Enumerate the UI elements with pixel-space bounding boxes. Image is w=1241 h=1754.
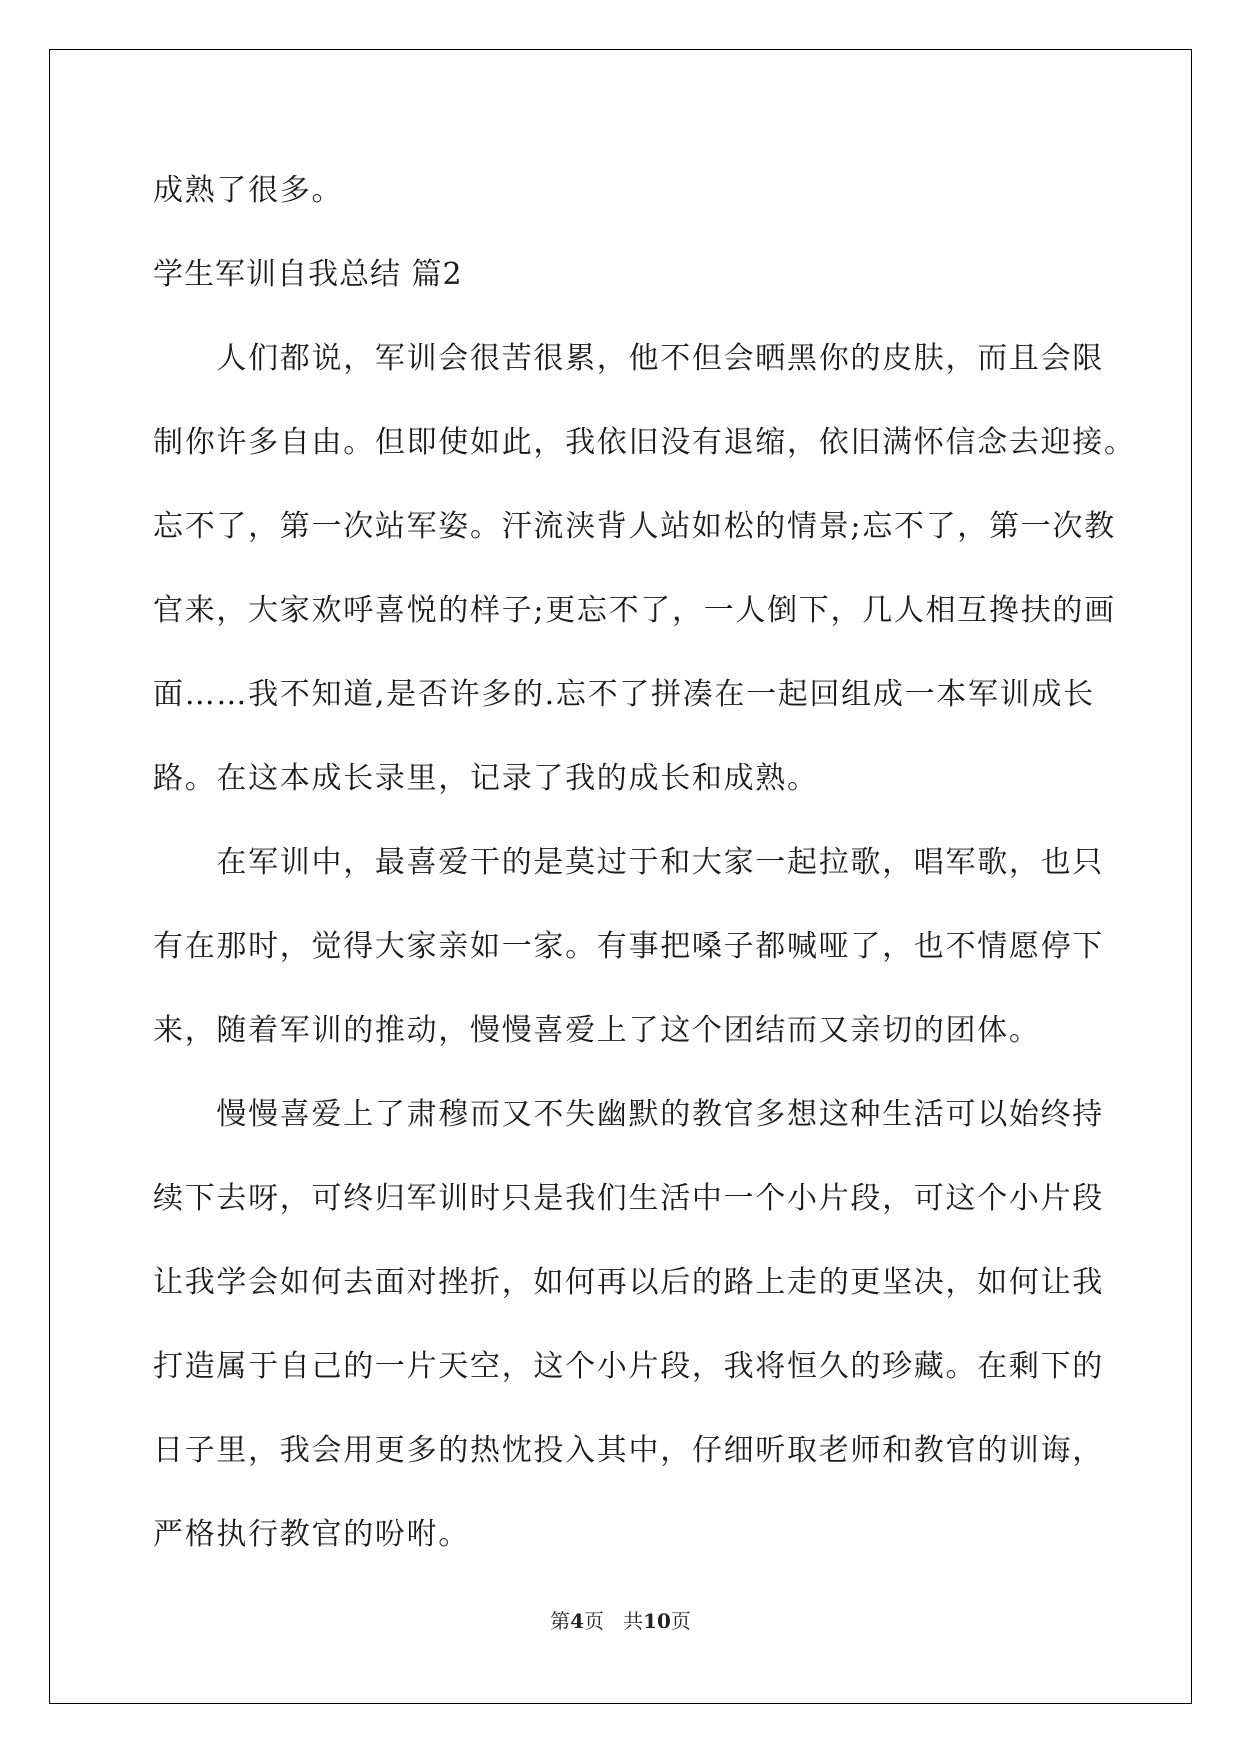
footer-total-pages: 10 bbox=[643, 1609, 671, 1633]
text-line: 来，随着军训的推动，慢慢喜爱上了这个团结而又亲切的团体。 bbox=[153, 1013, 1041, 1048]
page-footer bbox=[0, 1608, 1241, 1634]
footer-page-prefix: 第 bbox=[550, 1609, 571, 1633]
section-title: 学生军训自我总结 篇2 bbox=[153, 257, 463, 292]
text-line: 成熟了很多。 bbox=[153, 173, 344, 208]
text-line: 续下去呀，可终归军训时只是我们生活中一个小片段，可这个小片段 bbox=[153, 1181, 1104, 1216]
text-line: 路。在这本成长录里，记录了我的成长和成熟。 bbox=[153, 761, 819, 796]
text-line: 日子里，我会用更多的热忱投入其中，仔细听取老师和教官的训诲， bbox=[153, 1433, 1104, 1468]
footer-page-number: 4 bbox=[570, 1609, 584, 1633]
footer-total-suffix: 页 bbox=[670, 1609, 691, 1633]
text-line: 打造属于自己的一片天空，这个小片段，我将恒久的珍藏。在剩下的 bbox=[153, 1349, 1104, 1384]
text-line: 官来，大家欢呼喜悦的样子;更忘不了，一人倒下，几人相互搀扶的画 bbox=[153, 593, 1116, 628]
text-line: 慢慢喜爱上了肃穆而又不失幽默的教官多想这种生活可以始终持 bbox=[153, 1097, 1104, 1132]
text-line: 人们都说，军训会很苦很累，他不但会晒黑你的皮肤，而且会限 bbox=[153, 341, 1104, 376]
text-line: 忘不了，第一次站军姿。汗流浃背人站如松的情景;忘不了，第一次教 bbox=[153, 509, 1116, 544]
text-line: 制你许多自由。但即使如此，我依旧没有退缩，依旧满怀信念去迎接。 bbox=[153, 425, 1136, 460]
footer-page-suffix: 页 bbox=[584, 1609, 604, 1633]
text-line: 在军训中，最喜爱干的是莫过于和大家一起拉歌，唱军歌，也只 bbox=[153, 845, 1104, 880]
footer-total-prefix: 共 bbox=[623, 1609, 644, 1633]
text-line: 面……我不知道,是否许多的.忘不了拼凑在一起回组成一本军训成长 bbox=[153, 677, 1095, 712]
text-line: 严格执行教官的吩咐。 bbox=[153, 1517, 470, 1552]
text-line: 让我学会如何去面对挫折，如何再以后的路上走的更坚决，如何让我 bbox=[153, 1265, 1104, 1300]
text-line: 有在那时，觉得大家亲如一家。有事把嗓子都喊哑了，也不情愿停下 bbox=[153, 929, 1104, 964]
